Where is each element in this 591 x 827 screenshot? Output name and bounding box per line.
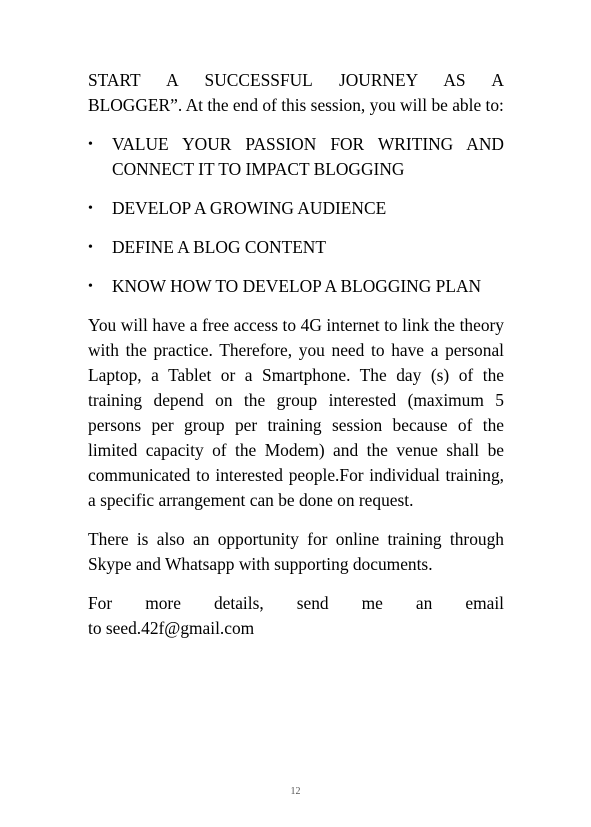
intro-paragraph [88,68,504,118]
bullet-icon: • [88,240,93,255]
list-item [88,132,504,182]
contact-line-2: to seed.42f@gmail.com [88,618,255,638]
online-training-paragraph: There is also an opportunity for online training through Skype and Whatsapp with supporting documents. [88,529,504,574]
intro-line-2: BLOGGER”. At the end of this session, you will be able to: [88,95,504,115]
list-item-text: VALUE YOUR PASSION FOR WRITING AND CONNECT IT TO IMPACT BLOGGING [112,134,504,179]
objectives-list [88,132,504,299]
bullet-icon: • [88,137,93,152]
bullet-icon: • [88,201,93,216]
list-item-text: DEFINE A BLOG CONTENT [112,237,326,257]
intro-line-1: START A SUCCESSFUL JOURNEY AS A [88,70,504,90]
list-item [88,274,504,299]
list-item-text: DEVELOP A GROWING AUDIENCE [112,198,387,218]
list-item [88,196,504,221]
bullet-icon: • [88,279,93,294]
contact-paragraph [88,591,504,641]
list-item [88,235,504,260]
page-number: 12 [290,786,301,797]
page-content [88,68,504,655]
access-paragraph: You will have a free access to 4G internet to link the theory with the practice. Therefore, you need to have a personal Laptop, a Tablet or a Smartphone. The day (s) of the training depend on the group interested (maximum 5 persons per group per training session because of the limited capacity of the Modem) and the venue shall be communicated to interested people.For individual training, a specific arrangement can be done on request. [88,315,504,510]
contact-line-1: For more details, send me an email [88,593,504,613]
list-item-text: KNOW HOW TO DEVELOP A BLOGGING PLAN [112,276,482,296]
